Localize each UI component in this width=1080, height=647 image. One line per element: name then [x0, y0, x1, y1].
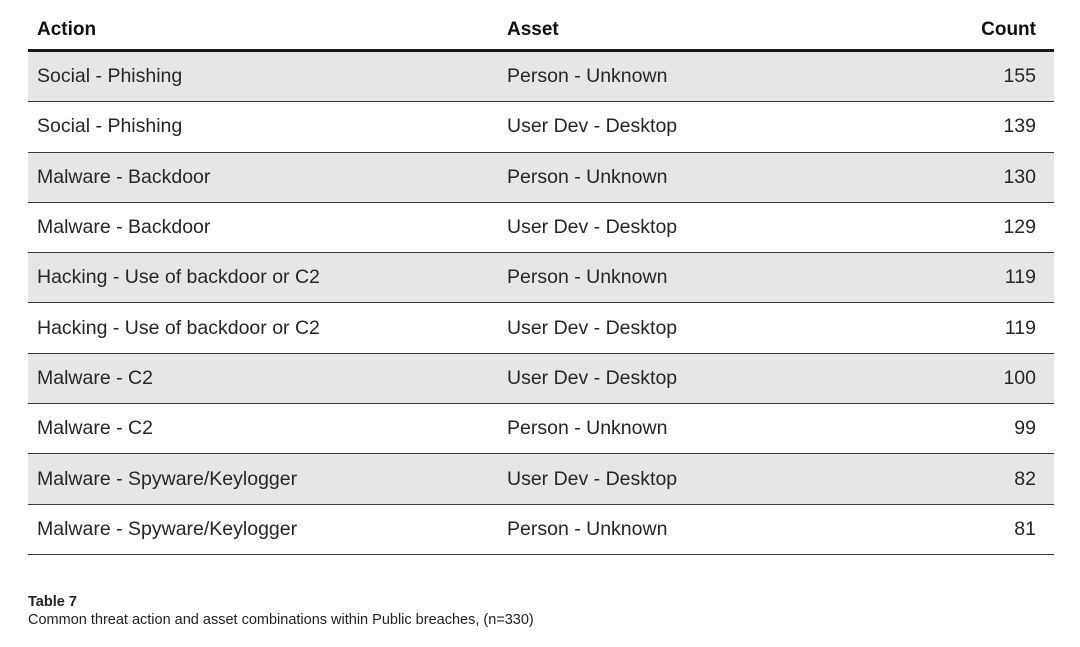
cell-count: 155 [1003, 65, 1036, 88]
cell-count: 119 [1004, 266, 1036, 289]
cell-action: Social - Phishing [37, 115, 183, 138]
cell-count: 82 [1014, 467, 1036, 490]
table-row [28, 253, 1054, 303]
cell-asset: User Dev - Desktop [507, 216, 678, 239]
table-row [28, 454, 1054, 504]
cell-count: 81 [1014, 517, 1036, 540]
cell-action: Malware - Spyware/Keylogger [37, 467, 298, 490]
cell-action: Malware - Spyware/Keylogger [37, 517, 298, 540]
cell-asset: User Dev - Desktop [507, 467, 678, 490]
table-row [28, 404, 1054, 454]
cell-asset: Person - Unknown [507, 165, 668, 188]
cell-count: 100 [1003, 366, 1036, 389]
table-row [28, 52, 1054, 102]
cell-action: Malware - C2 [37, 366, 153, 389]
cell-action: Malware - C2 [37, 417, 153, 440]
cell-asset: User Dev - Desktop [507, 366, 678, 389]
caption-text: Common threat action and asset combinations within Public breaches, (n=330) [28, 612, 534, 628]
cell-asset: Person - Unknown [507, 65, 668, 88]
cell-action: Malware - Backdoor [37, 165, 211, 188]
column-header-asset: Asset [507, 18, 559, 40]
threat-action-table [28, 10, 1054, 555]
cell-count: 99 [1014, 417, 1036, 440]
cell-asset: Person - Unknown [507, 266, 668, 289]
table-row [28, 102, 1054, 152]
table-header-row [28, 10, 1054, 52]
cell-asset: Person - Unknown [507, 417, 668, 440]
table-caption [28, 593, 1028, 629]
column-header-count: Count [981, 18, 1036, 40]
cell-count: 130 [1003, 165, 1036, 188]
cell-action: Malware - Backdoor [37, 216, 211, 239]
cell-count: 139 [1003, 115, 1036, 138]
table-row [28, 505, 1054, 555]
table-row [28, 303, 1054, 353]
table-row [28, 153, 1054, 203]
cell-action: Hacking - Use of backdoor or C2 [37, 316, 320, 339]
cell-count: 129 [1003, 216, 1036, 239]
column-header-action: Action [37, 18, 97, 40]
table-row [28, 203, 1054, 253]
cell-asset: User Dev - Desktop [507, 316, 678, 339]
cell-action: Social - Phishing [37, 65, 183, 88]
caption-title: Table 7 [28, 594, 77, 610]
cell-action: Hacking - Use of backdoor or C2 [37, 266, 320, 289]
cell-asset: User Dev - Desktop [507, 115, 678, 138]
table-row [28, 354, 1054, 404]
cell-count: 119 [1004, 316, 1036, 339]
cell-asset: Person - Unknown [507, 517, 668, 540]
